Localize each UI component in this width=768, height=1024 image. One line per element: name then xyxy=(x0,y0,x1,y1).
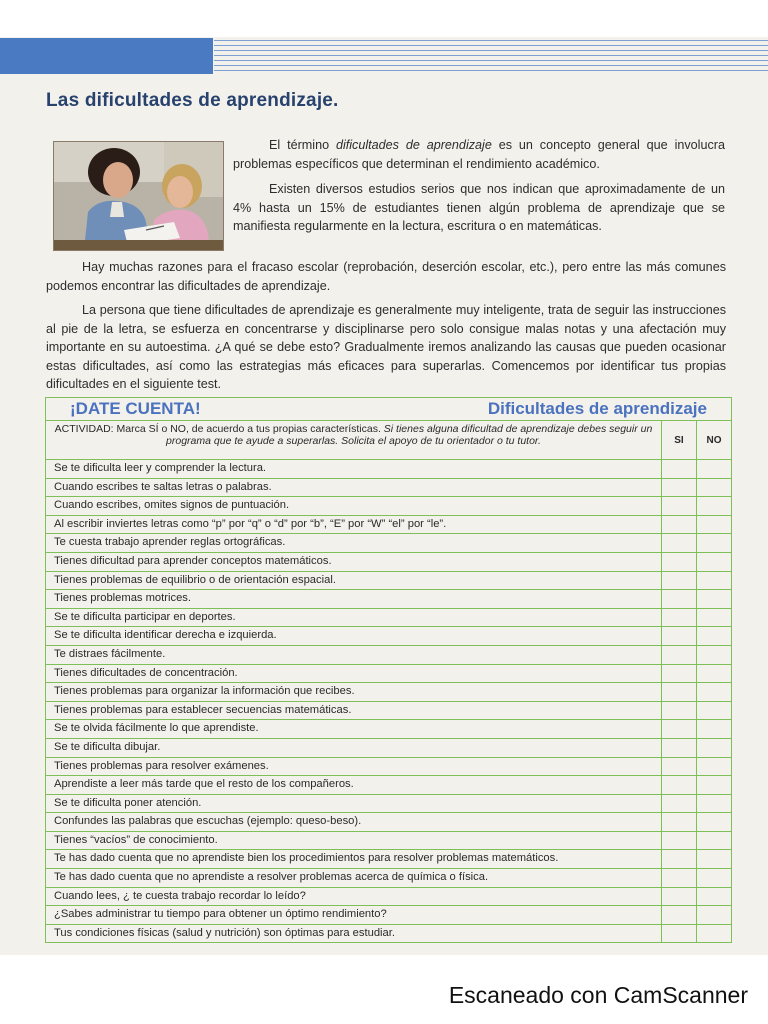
question-text: Te cuesta trabajo aprender reglas ortográficas. xyxy=(46,534,662,552)
answer-cell-no[interactable] xyxy=(697,739,731,757)
table-row xyxy=(46,888,731,907)
question-text: Tienes “vacíos” de conocimiento. xyxy=(46,832,662,850)
table-header-right: Dificultades de aprendizaje xyxy=(487,399,707,418)
answer-cell-no[interactable] xyxy=(697,906,731,924)
table-row xyxy=(46,832,731,851)
answer-cell-si[interactable] xyxy=(662,460,697,478)
table-row xyxy=(46,516,731,535)
answer-cell-si[interactable] xyxy=(662,832,697,850)
answer-cell-si[interactable] xyxy=(662,720,697,738)
question-text: Cuando escribes, omites signos de puntuación. xyxy=(46,497,662,515)
table-row xyxy=(46,646,731,665)
page-title: Las dificultades de aprendizaje. xyxy=(46,90,339,111)
answer-cell-no[interactable] xyxy=(697,572,731,590)
answer-cell-si[interactable] xyxy=(662,516,697,534)
answer-cell-si[interactable] xyxy=(662,758,697,776)
answer-cell-si[interactable] xyxy=(662,869,697,887)
answer-cell-no[interactable] xyxy=(697,497,731,515)
table-row xyxy=(46,758,731,777)
table-row xyxy=(46,850,731,869)
question-text: Cuando lees, ¿ te cuesta trabajo recordar lo leído? xyxy=(46,888,662,906)
answer-cell-si[interactable] xyxy=(662,683,697,701)
table-row xyxy=(46,720,731,739)
question-text: Se te dificulta leer y comprender la lectura. xyxy=(46,460,662,478)
intro-paragraph-1: El término dificultades de aprendizaje es un concepto general que involucra problemas específicos que determinan el rendimiento académico. xyxy=(233,138,725,171)
answer-cell-no[interactable] xyxy=(697,702,731,720)
answer-cell-no[interactable] xyxy=(697,869,731,887)
table-row xyxy=(46,702,731,721)
table-header xyxy=(46,398,731,421)
answer-cell-si[interactable] xyxy=(662,497,697,515)
intro-paragraph-3: Hay muchas razones para el fracaso escolar (reprobación, deserción escolar, etc.), pero entre las más comunes podemos encontrar las dificultades de aprendizaje. xyxy=(46,260,726,293)
question-text: Tienes problemas para resolver exámenes. xyxy=(46,758,662,776)
answer-cell-si[interactable] xyxy=(662,888,697,906)
question-text: Aprendiste a leer más tarde que el resto de los compañeros. xyxy=(46,776,662,794)
intro-paragraph-4: La persona que tiene dificultades de aprendizaje es generalmente muy inteligente, trata de seguir las instrucciones al pie de la letra, se esfuerza en concentrarse y disciplinarse pero solo consigue malas notas y una afectación muy importante en su autoestima. ¿A qué se debe esto? Gradualmente iremos analizando las causas que pueden ocasionar estas dificultades, así como las estrategias más eficaces para superarlas. Comencemos por identificar tus propias dificultades en el siguiente test. xyxy=(46,303,726,392)
answer-cell-si[interactable] xyxy=(662,646,697,664)
table-row xyxy=(46,627,731,646)
question-text: Tienes problemas para establecer secuencias matemáticas. xyxy=(46,702,662,720)
table-row xyxy=(46,869,731,888)
answer-cell-no[interactable] xyxy=(697,646,731,664)
answer-cell-si[interactable] xyxy=(662,850,697,868)
table-row xyxy=(46,497,731,516)
column-header-si: SI xyxy=(662,421,697,459)
table-row xyxy=(46,609,731,628)
table-row xyxy=(46,795,731,814)
answer-cell-no[interactable] xyxy=(697,832,731,850)
answer-cell-no[interactable] xyxy=(697,665,731,683)
question-text: ¿Sabes administrar tu tiempo para obtener un óptimo rendimiento? xyxy=(46,906,662,924)
answer-cell-si[interactable] xyxy=(662,702,697,720)
answer-cell-no[interactable] xyxy=(697,925,731,943)
answer-cell-si[interactable] xyxy=(662,534,697,552)
answer-cell-si[interactable] xyxy=(662,553,697,571)
answer-cell-no[interactable] xyxy=(697,609,731,627)
scanner-watermark: Escaneado con CamScanner xyxy=(448,982,748,1008)
answer-cell-no[interactable] xyxy=(697,683,731,701)
answer-cell-no[interactable] xyxy=(697,460,731,478)
answer-cell-no[interactable] xyxy=(697,534,731,552)
question-text: Tienes dificultades de concentración. xyxy=(46,665,662,683)
table-row xyxy=(46,906,731,925)
table-row xyxy=(46,572,731,591)
answer-cell-si[interactable] xyxy=(662,627,697,645)
question-text: Tus condiciones físicas (salud y nutrición) son óptimas para estudiar. xyxy=(46,925,662,943)
question-text: Se te dificulta participar en deportes. xyxy=(46,609,662,627)
table-row xyxy=(46,739,731,758)
table-row xyxy=(46,776,731,795)
question-text: Te has dado cuenta que no aprendiste bien los procedimientos para resolver problemas matemáticos. xyxy=(46,850,662,868)
table-header-left: ¡DATE CUENTA! xyxy=(70,399,201,418)
question-text: Se te dificulta poner atención. xyxy=(46,795,662,813)
answer-cell-si[interactable] xyxy=(662,572,697,590)
intro-paragraph-2: Existen diversos estudios serios que nos indican que aproximadamente de un 4% hasta un 15% de estudiantes tienen algún problema de aprendizaje que se manifiesta regularmente en la lectura, escritura o en matemáticas. xyxy=(233,182,725,234)
answer-cell-si[interactable] xyxy=(662,739,697,757)
answer-cell-no[interactable] xyxy=(697,553,731,571)
answer-cell-no[interactable] xyxy=(697,590,731,608)
answer-cell-no[interactable] xyxy=(697,850,731,868)
answer-cell-no[interactable] xyxy=(697,795,731,813)
answer-cell-si[interactable] xyxy=(662,906,697,924)
answer-cell-si[interactable] xyxy=(662,590,697,608)
answer-cell-no[interactable] xyxy=(697,516,731,534)
answer-cell-si[interactable] xyxy=(662,479,697,497)
table-row xyxy=(46,665,731,684)
table-row xyxy=(46,460,731,479)
answer-cell-si[interactable] xyxy=(662,776,697,794)
answer-cell-no[interactable] xyxy=(697,479,731,497)
answer-cell-si[interactable] xyxy=(662,609,697,627)
table-row xyxy=(46,479,731,498)
answer-cell-si[interactable] xyxy=(662,813,697,831)
activity-instruction: ACTIVIDAD: Marca SÍ o NO, de acuerdo a tus propias características. Si tienes alguna dificultad de aprendizaje debes seguir un programa que te ayude a superarlas. Solicita el apoyo de tu orientador o tu tutor. xyxy=(46,421,662,459)
learning-difficulties-test-table xyxy=(45,397,732,943)
table-row xyxy=(46,590,731,609)
table-row xyxy=(46,534,731,553)
answer-cell-no[interactable] xyxy=(697,758,731,776)
answer-cell-si[interactable] xyxy=(662,925,697,943)
question-text: Tienes problemas motrices. xyxy=(46,590,662,608)
question-text: Confundes las palabras que escuchas (ejemplo: queso-beso). xyxy=(46,813,662,831)
answer-cell-no[interactable] xyxy=(697,776,731,794)
table-row xyxy=(46,683,731,702)
students-photo xyxy=(53,141,224,251)
column-header-no: NO xyxy=(706,434,722,446)
answer-cell-si[interactable] xyxy=(662,665,697,683)
table-row xyxy=(46,553,731,572)
table-row xyxy=(46,813,731,832)
answer-cell-no[interactable] xyxy=(697,720,731,738)
question-text: Te has dado cuenta que no aprendiste a resolver problemas acerca de química o física. xyxy=(46,869,662,887)
header-stripe-lines xyxy=(214,40,768,74)
answer-cell-si[interactable] xyxy=(662,795,697,813)
header-color-block xyxy=(0,38,213,74)
question-text: Te distraes fácilmente. xyxy=(46,646,662,664)
question-text: Cuando escribes te saltas letras o palabras. xyxy=(46,479,662,497)
question-text: Se te dificulta dibujar. xyxy=(46,739,662,757)
question-text: Tienes problemas para organizar la información que recibes. xyxy=(46,683,662,701)
answer-cell-no[interactable] xyxy=(697,627,731,645)
question-text: Se te olvida fácilmente lo que aprendiste. xyxy=(46,720,662,738)
answer-cell-no[interactable] xyxy=(697,813,731,831)
question-text: Al escribir inviertes letras como “p” por “q” o “d” por “b”, “E” por “W” “el” por “le”. xyxy=(46,516,662,534)
question-text: Se te dificulta identificar derecha e izquierda. xyxy=(46,627,662,645)
instruction-row xyxy=(46,421,731,460)
answer-cell-no[interactable] xyxy=(697,888,731,906)
question-text: Tienes dificultad para aprender conceptos matemáticos. xyxy=(46,553,662,571)
question-text: Tienes problemas de equilibrio o de orientación espacial. xyxy=(46,572,662,590)
table-row xyxy=(46,925,731,943)
